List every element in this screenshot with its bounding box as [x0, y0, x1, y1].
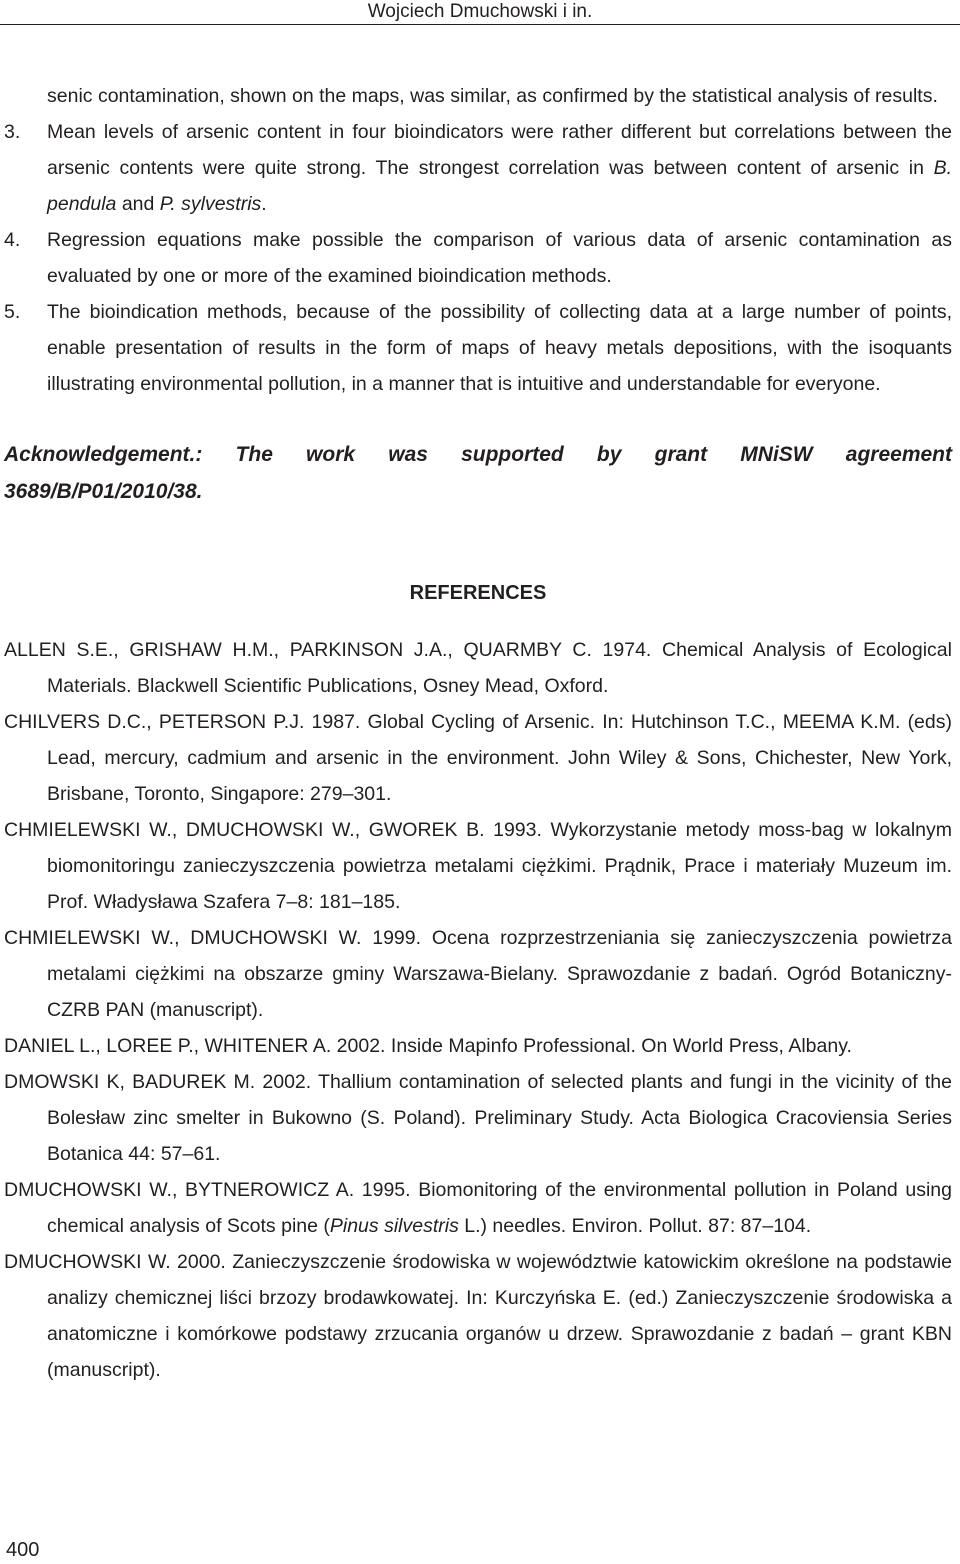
page-number: 400	[6, 1539, 40, 1561]
reference-item	[4, 704, 952, 812]
reference-text: Ocena rozprzestrzeniania się zanieczyszczenia powietrza metalami ciężkimi na obszarze gminy Warszawa-Bielany. Sprawozdanie z badań. Ogród Botaniczny-CZRB PAN (manuscript).	[47, 927, 952, 1021]
reference-item	[4, 1172, 952, 1244]
item-text: Mean levels of arsenic content in four bioindicators were rather different but correlations between the arsenic contents were quite strong. The strongest correlation was between content of arsenic in	[47, 121, 952, 179]
running-head: Wojciech Dmuchowski i in.	[0, 0, 960, 25]
reference-text: Wykorzystanie metody moss-bag w lokalnym biomonitoringu zanieczyszczenia powietrza metalami ciężkimi. Prądnik, Prace i materiały Muzeum im. Prof. Władysława Szafera 7–8: 181–185.	[47, 819, 952, 913]
reference-text: Zanieczyszczenie środowiska w województwie katowickim określone na podstawie analizy chemicznej liści brzozy brodawkowatej. In: Kurczyńska E. (ed.) Zanieczyszczenie środowiska a anatomiczne i komórkowe podstawy zrzucania organów u drzew. Sprawozdanie z badań – grant KBN (manuscript).	[47, 1251, 953, 1381]
reference-authors: CHMIELEWSKI W., DMUCHOWSKI W. 1999.	[4, 927, 422, 949]
species-name: Pinus silvestris	[329, 1215, 459, 1237]
conclusion-item-4	[4, 222, 952, 294]
conclusion-item-5	[4, 294, 952, 402]
item-text: Regression equations make possible the comparison of various data of arsenic contamination as evaluated by one or more of the examined bioindication methods.	[47, 229, 952, 287]
conclusion-item-3	[4, 114, 952, 222]
reference-item	[4, 920, 952, 1028]
item-number: 5.	[4, 301, 21, 323]
reference-authors: CHMIELEWSKI W., DMUCHOWSKI W., GWOREK B. 1993.	[4, 819, 542, 841]
reference-authors: DMUCHOWSKI W., BYTNEROWICZ A. 1995.	[4, 1179, 411, 1201]
reference-item	[4, 1028, 952, 1064]
reference-authors: DMUCHOWSKI W. 2000.	[4, 1251, 226, 1273]
reference-authors: CHILVERS D.C., PETERSON P.J. 1987.	[4, 711, 361, 733]
acknowledgement: Acknowledgement.: The work was supported by grant MNiSW agreement 3689/B/P01/2010/38.	[4, 443, 952, 503]
references-heading: REFERENCES	[409, 582, 547, 604]
references-list	[4, 632, 952, 1388]
reference-authors: ALLEN S.E., GRISHAW H.M., PARKINSON J.A., QUARMBY C. 1974.	[4, 639, 652, 661]
item-text: .	[261, 193, 267, 215]
reference-item	[4, 1064, 952, 1172]
conclusion-continuation: senic contamination, shown on the maps, was similar, as confirmed by the statistical analysis of results.	[47, 85, 938, 107]
species-name: P. sylvestris	[159, 193, 262, 215]
item-text: The bioindication methods, because of the possibility of collecting data at a large number of points, enable presentation of results in the form of maps of heavy metals depositions, with the isoquants illustrating environmental pollution, in a manner that is intuitive and understandable for everyone.	[47, 301, 952, 395]
item-number: 3.	[4, 121, 21, 143]
species-name: B. pendula	[47, 157, 952, 215]
reference-item	[4, 632, 952, 704]
item-number: 4.	[4, 229, 21, 251]
reference-text: Thallium contamination of selected plants and fungi in the vicinity of the Bolesław zinc smelter in Bukowno (S. Poland). Preliminary Study. Acta Biologica Cracoviensia Series Botanica 44: 57–61.	[47, 1071, 952, 1165]
item-text: and	[116, 193, 160, 215]
reference-text: Inside Mapinfo Professional. On World Press, Albany.	[390, 1035, 852, 1057]
reference-text: Global Cycling of Arsenic. In: Hutchinson T.C., MEEMA K.M. (eds) Lead, mercury, cadmium and arsenic in the environment. John Wiley & Sons, Chichester, New York, Brisbane, Toronto, Singapore: 279–301.	[47, 711, 952, 805]
reference-item	[4, 812, 952, 920]
page-body	[4, 78, 952, 1388]
reference-item	[4, 1244, 952, 1388]
reference-text: Chemical Analysis of Ecological Materials. Blackwell Scientific Publications, Osney Mead, Oxford.	[47, 639, 952, 697]
reference-text: Biomonitoring of the environmental pollution in Poland using chemical analysis of Scots pine (	[47, 1179, 952, 1237]
reference-authors: DMOWSKI K, BADUREK M. 2002.	[4, 1071, 312, 1093]
reference-authors: DANIEL L., LOREE P., WHITENER A. 2002.	[4, 1035, 386, 1057]
reference-text: L.) needles. Environ. Pollut. 87: 87–104.	[458, 1215, 812, 1237]
